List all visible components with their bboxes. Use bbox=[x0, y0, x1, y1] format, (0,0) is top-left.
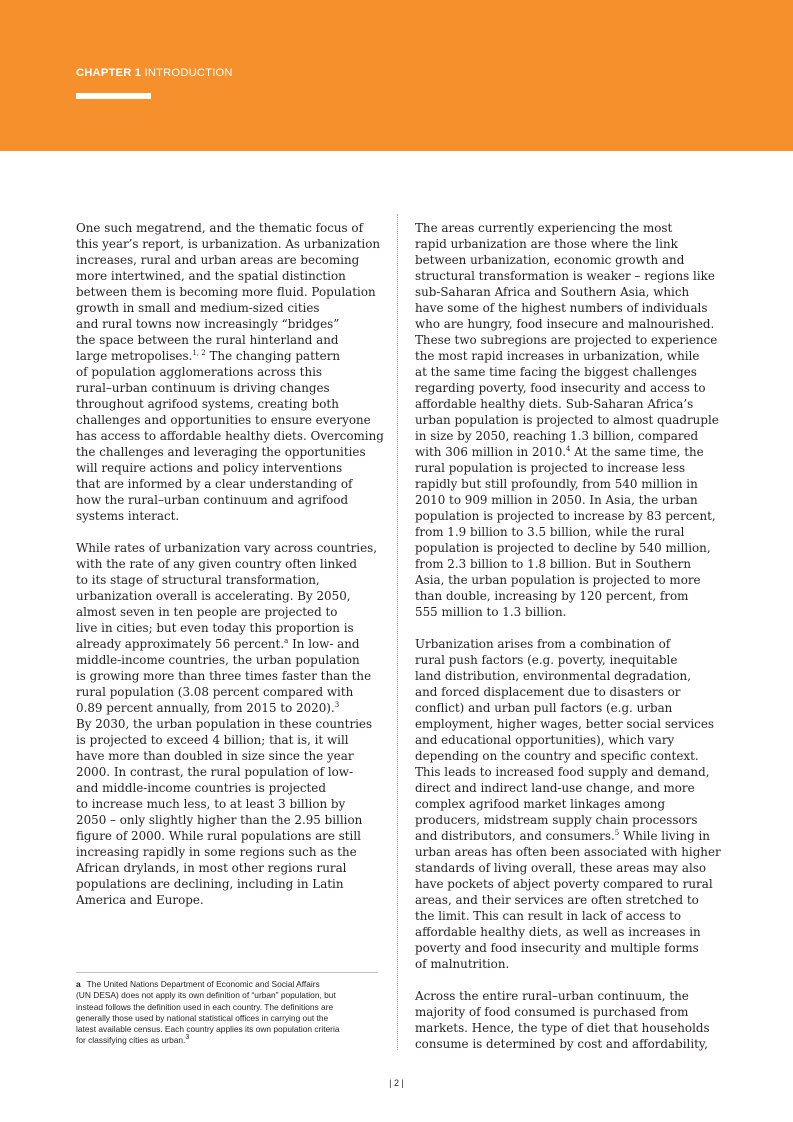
chapter-underline-bar bbox=[76, 93, 151, 99]
paragraph-push-pull-factors: Urbanization arises from a combination of rural push factors (e.g. poverty, inequitable land distribution, environmental degradation, and forced displacement due to disasters or conflict) and urban pull factors (e.g. urban employment, higher wages, better social services and educational opportunities), which vary depending on the country and specific context. This leads to increased food supply and demand, direct and indirect land-use change, and more complex agrifood market linkages among producers, midstream supply chain processors and distributors, and consumers.$^5$ While living in urban areas has often been associated with higher standards of living overall, these areas may also have pockets of abject poverty compared to rural areas, and their services are often stretched to the limit. This can result in lack of access to affordable healthy diets, as well as increases in poverty and food insecurity and multiple forms of malnutrition. bbox=[415, 637, 721, 971]
reference-superscript: 3 bbox=[185, 1034, 190, 1042]
paragraph-urbanization-rates: While rates of urbanization vary across countries, with the rate of any given country often linked to its stage of structural transformation, urbanization overall is accelerating. By 2050, almost seven in ten people are projected to live in cities; but even today this proportion is already approximately 56 percent.$^a$ In low- and middle-income countries, the urban population is growing more than three times faster than the rural population (3.08 percent compared with 0.89 percent annually, from 2015 to 2020).$^3$ By 2030, the urban population in these countries is projected to exceed 4 billion; that is, it will have more than doubled in size since the year 2000. In contrast, the rural population of low- and middle-income countries is projected to increase much less, to at least 3 billion by 2050 – only slightly higher than the 2.95 billion figure of 2000. While rural populations are still increasing rapidly in some regions such as the African drylands, in most other regions rural populations are declining, including in Latin America and Europe. bbox=[76, 541, 378, 907]
paragraph-rapid-urbanization-areas: The areas currently experiencing the most rapid urbanization are those where the link between urbanization, economic growth and structural transformation is weaker – regions like sub-Saharan Africa and Southern Asia, which have some of the highest numbers of individuals who are hungry, food insecure and malnourished. These two subregions are projected to experience the most rapid increases in urbanization, while at the same time facing the biggest challenges regarding poverty, food insecurity and access to affordable healthy diets. Sub-Saharan Africa’s urban population is projected to almost quadruple in size by 2050, reaching 1.3 billion, compared with 306 million in 2010.$^4$ At the same time, the rural population is projected to increase less rapidly but still profoundly, from 540 million in 2010 to 909 million in 2050. In Asia, the urban population is projected to increase by 83 percent, from 1.9 billion to 3.5 billion, while the rural population is projected to decline by 540 million, from 2.3 billion to 1.8 billion. But in Southern Asia, the urban population is projected to more than double, increasing by 120 percent, from 555 million to 1.3 billion. bbox=[415, 221, 719, 619]
chapter-label: CHAPTER 1 bbox=[76, 67, 142, 79]
column-divider bbox=[397, 214, 398, 1050]
reference-superscript: 4 bbox=[566, 445, 571, 454]
reference-superscript: 5 bbox=[614, 829, 620, 838]
reference-superscript: 3 bbox=[334, 701, 340, 710]
footnote: a The United Nations Department of Economic and Social Affairs (UN DESA) does not apply its own definition of “urban” population, but instead follows the definition used in each country. The definitions are generally those used by national statistical offices in carrying out the latest available census. Each country applies its own population criteria for classifying cities as urban.$^3$ bbox=[76, 979, 340, 1046]
chapter-title: INTRODUCTION bbox=[144, 67, 233, 79]
paragraph-urbanization-megatrend: One such megatrend, and the thematic focus of this year’s report, is urbanization. As urbanization increases, rural and urban areas are becoming more intertwined, and the spatial distinction between them is becoming more fluid. Population growth in small and medium-sized cities and rural towns now increasingly “bridges” the space between the rural hinterland and large metropolises.$^{1, 2}$ The changing pattern of population agglomerations across this rural–urban continuum is driving changes throughout agrifood systems, creating both challenges and opportunities to ensure everyone has access to affordable healthy diets. Overcoming the challenges and leveraging the opportunities will require actions and policy interventions that are informed by a clear understanding of how the rural–urban continuum and agrifood systems interact. bbox=[76, 221, 384, 523]
reference-superscript: 1, 2 bbox=[192, 349, 206, 358]
footnote-marker: a bbox=[76, 979, 81, 989]
page-number: | 2 | bbox=[389, 1078, 404, 1088]
left-column bbox=[76, 220, 384, 908]
paragraph-food-markets: Across the entire rural–urban continuum, the majority of food consumed is purchased from markets. Hence, the type of diet that households consume is determined by cost and affordability, bbox=[415, 989, 710, 1051]
footnote-marker-superscript: a bbox=[284, 637, 289, 646]
footnote-rule bbox=[76, 972, 378, 973]
chapter-heading bbox=[76, 67, 233, 79]
right-column bbox=[415, 220, 720, 1052]
